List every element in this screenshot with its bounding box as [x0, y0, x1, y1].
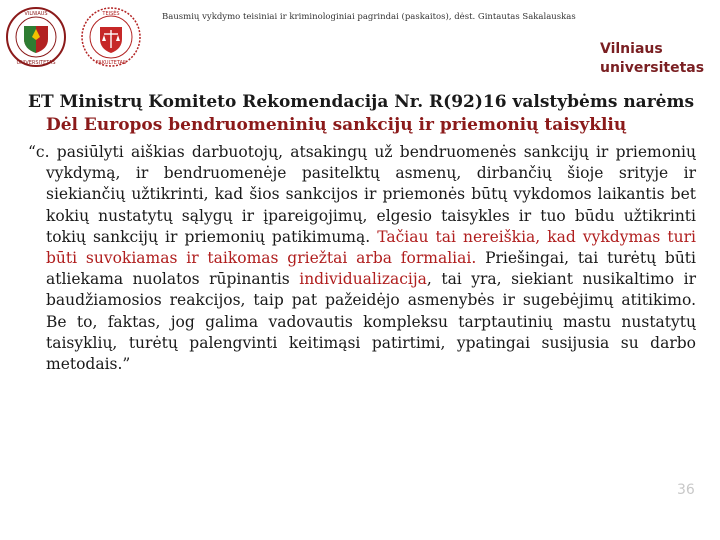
slide-title — [28, 91, 696, 137]
svg-text:TEISĖS: TEISĖS — [102, 11, 120, 17]
quote-highlight-2: individualizacija — [299, 270, 427, 289]
svg-text:UNIVERSITETAS: UNIVERSITETAS — [16, 60, 56, 66]
wordmark-line-1: Vilniaus — [600, 41, 663, 57]
quote-text-3: , tai yra, siekiant nusikaltimo ir baudžiamosios reakcijos, taip pat pažeidėjo asmenybės ir sugebėjimų atitikimo. Be to, faktas, jog galima vadovautis kompleksu tarptautinių mastu nustatytų taisyklių, turėtų palengvinti keitimąsi patirtimi, ypatingai susijusia su darbo metodais.” — [46, 270, 696, 374]
quote-text-2: Priešingai, tai turėtų būti atliekama nuolatos rūpinantis — [46, 249, 696, 289]
title-prefix: ET Ministrų Komiteto Rekomendacija Nr. R(92)16 valstybėms narėms — [28, 92, 695, 112]
svg-text:VILNIAUS: VILNIAUS — [24, 11, 48, 17]
quote-highlight-1: Tačiau tai nereiškia, kad vykdymas turi būti suvokiamas ir taikomas griežtai arba formaliai. — [46, 227, 696, 268]
svg-text:FAKULTETAS: FAKULTETAS — [95, 60, 127, 66]
title-highlight: Dėl Europos bendruomeninių sankcijų ir priemonių taisyklių — [46, 115, 627, 135]
slide-body — [28, 91, 696, 375]
quote-text-1: “c. pasiūlyti aiškias darbuotojų, atsakingų už bendruomenės sankcijų ir priemonių vykdymą, ir bendruomenėje pasitelktų asmenų, dirbančių šioje srityje ir siekiančių užtikrinti, kad šios sankcijos ir priemonės būtų vykdomos laikantis bet kokių nustatytų sąlygų ir įpareigojimų, elgesio taisykles ir tuo būdu užtikrinti tokių sankcijų ir priemonių patikimumą. — [28, 143, 696, 246]
wordmark-line-2: universitetas — [600, 60, 705, 76]
vilnius-university-wordmark — [600, 40, 704, 78]
vilnius-university-seal-logo — [5, 6, 67, 68]
quote-paragraph — [28, 142, 696, 375]
page-number: 36 — [677, 482, 695, 498]
law-faculty-seal-logo — [80, 6, 142, 68]
running-header: Bausmių vykdymo teisiniai ir kriminologiniai pagrindai (paskaitos), dėst. Gintautas Sakalauskas — [162, 12, 576, 22]
